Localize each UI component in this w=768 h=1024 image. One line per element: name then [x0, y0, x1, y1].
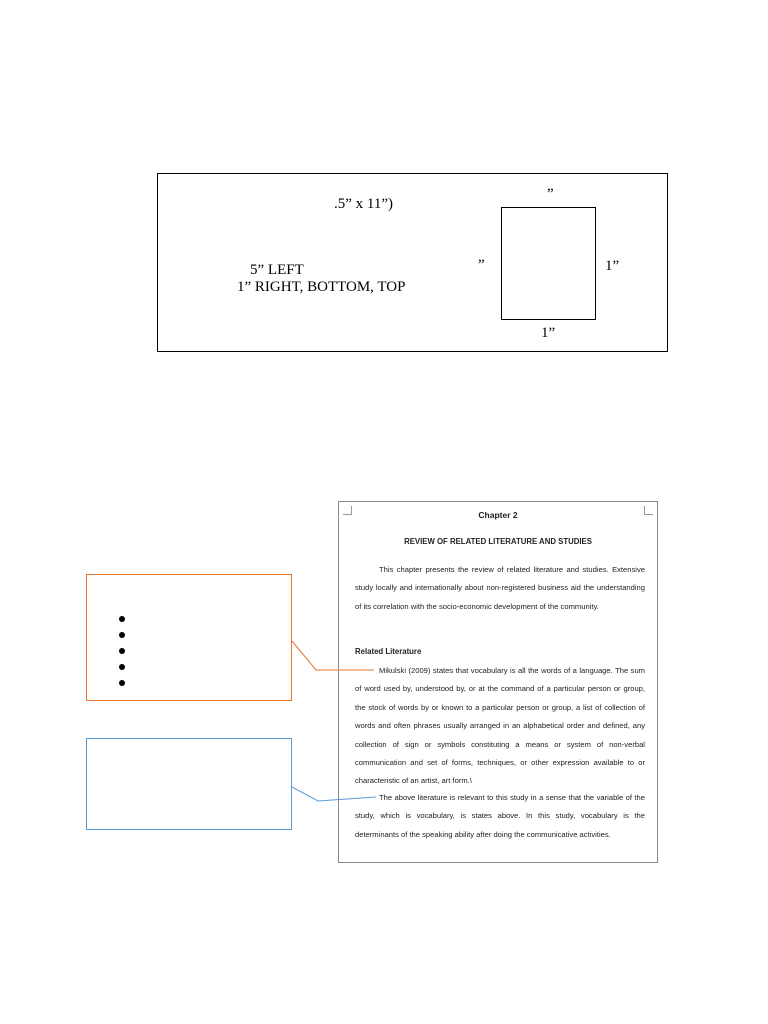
other-margins-label: 1” RIGHT, BOTTOM, TOP: [237, 279, 406, 295]
bullet-point: [119, 648, 125, 654]
paper-size-label: .5” x 11”): [334, 196, 394, 212]
bullet-point: [119, 632, 125, 638]
blue-callout-box: [86, 738, 292, 830]
paper-illustration: [501, 207, 596, 320]
bottom-margin-mark: 1”: [541, 325, 556, 341]
bullet-point: [119, 664, 125, 670]
top-margin-mark: ”: [547, 186, 554, 202]
bullet-point: [119, 616, 125, 622]
chapter-title: REVIEW OF RELATED LITERATURE AND STUDIES: [404, 537, 592, 546]
document-page-preview: [338, 501, 658, 863]
section-heading: Related Literature: [355, 647, 422, 656]
right-margin-mark: 1”: [605, 258, 620, 274]
left-margin-mark: ”: [478, 257, 485, 273]
intro-paragraph: This chapter presents the review of related literature and studies. Extensive study locally and internationally about non-registered business aid the understanding of its correlation with the socio-economic development of the community.: [355, 565, 645, 611]
chapter-heading: Chapter 2: [478, 510, 518, 520]
bullet-point: [119, 680, 125, 686]
relevance-paragraph: The above literature is relevant to this study in a sense that the variable of the study, which is vocabulary, is states above. In this study, vocabulary is the determinants of the speaking ability after doing the communicative activities.: [355, 793, 645, 839]
literature-paragraph: Mikulski (2009) states that vocabulary is all the words of a language. The sum of word used by, understood by, or at the command of a particular person or group, the stock of words by or known to a particular person or group, a list of collection of words and often phrases usually arranged in an alphabetical order and defined, any collection of sign or symbols constituting a means or system of non-verbal communication and set of forms, techniques, or other expression available to or characteristic of an artist, art form.\: [355, 666, 645, 786]
orange-callout-box: [86, 574, 292, 701]
left-margin-label: 5” LEFT: [250, 262, 304, 278]
